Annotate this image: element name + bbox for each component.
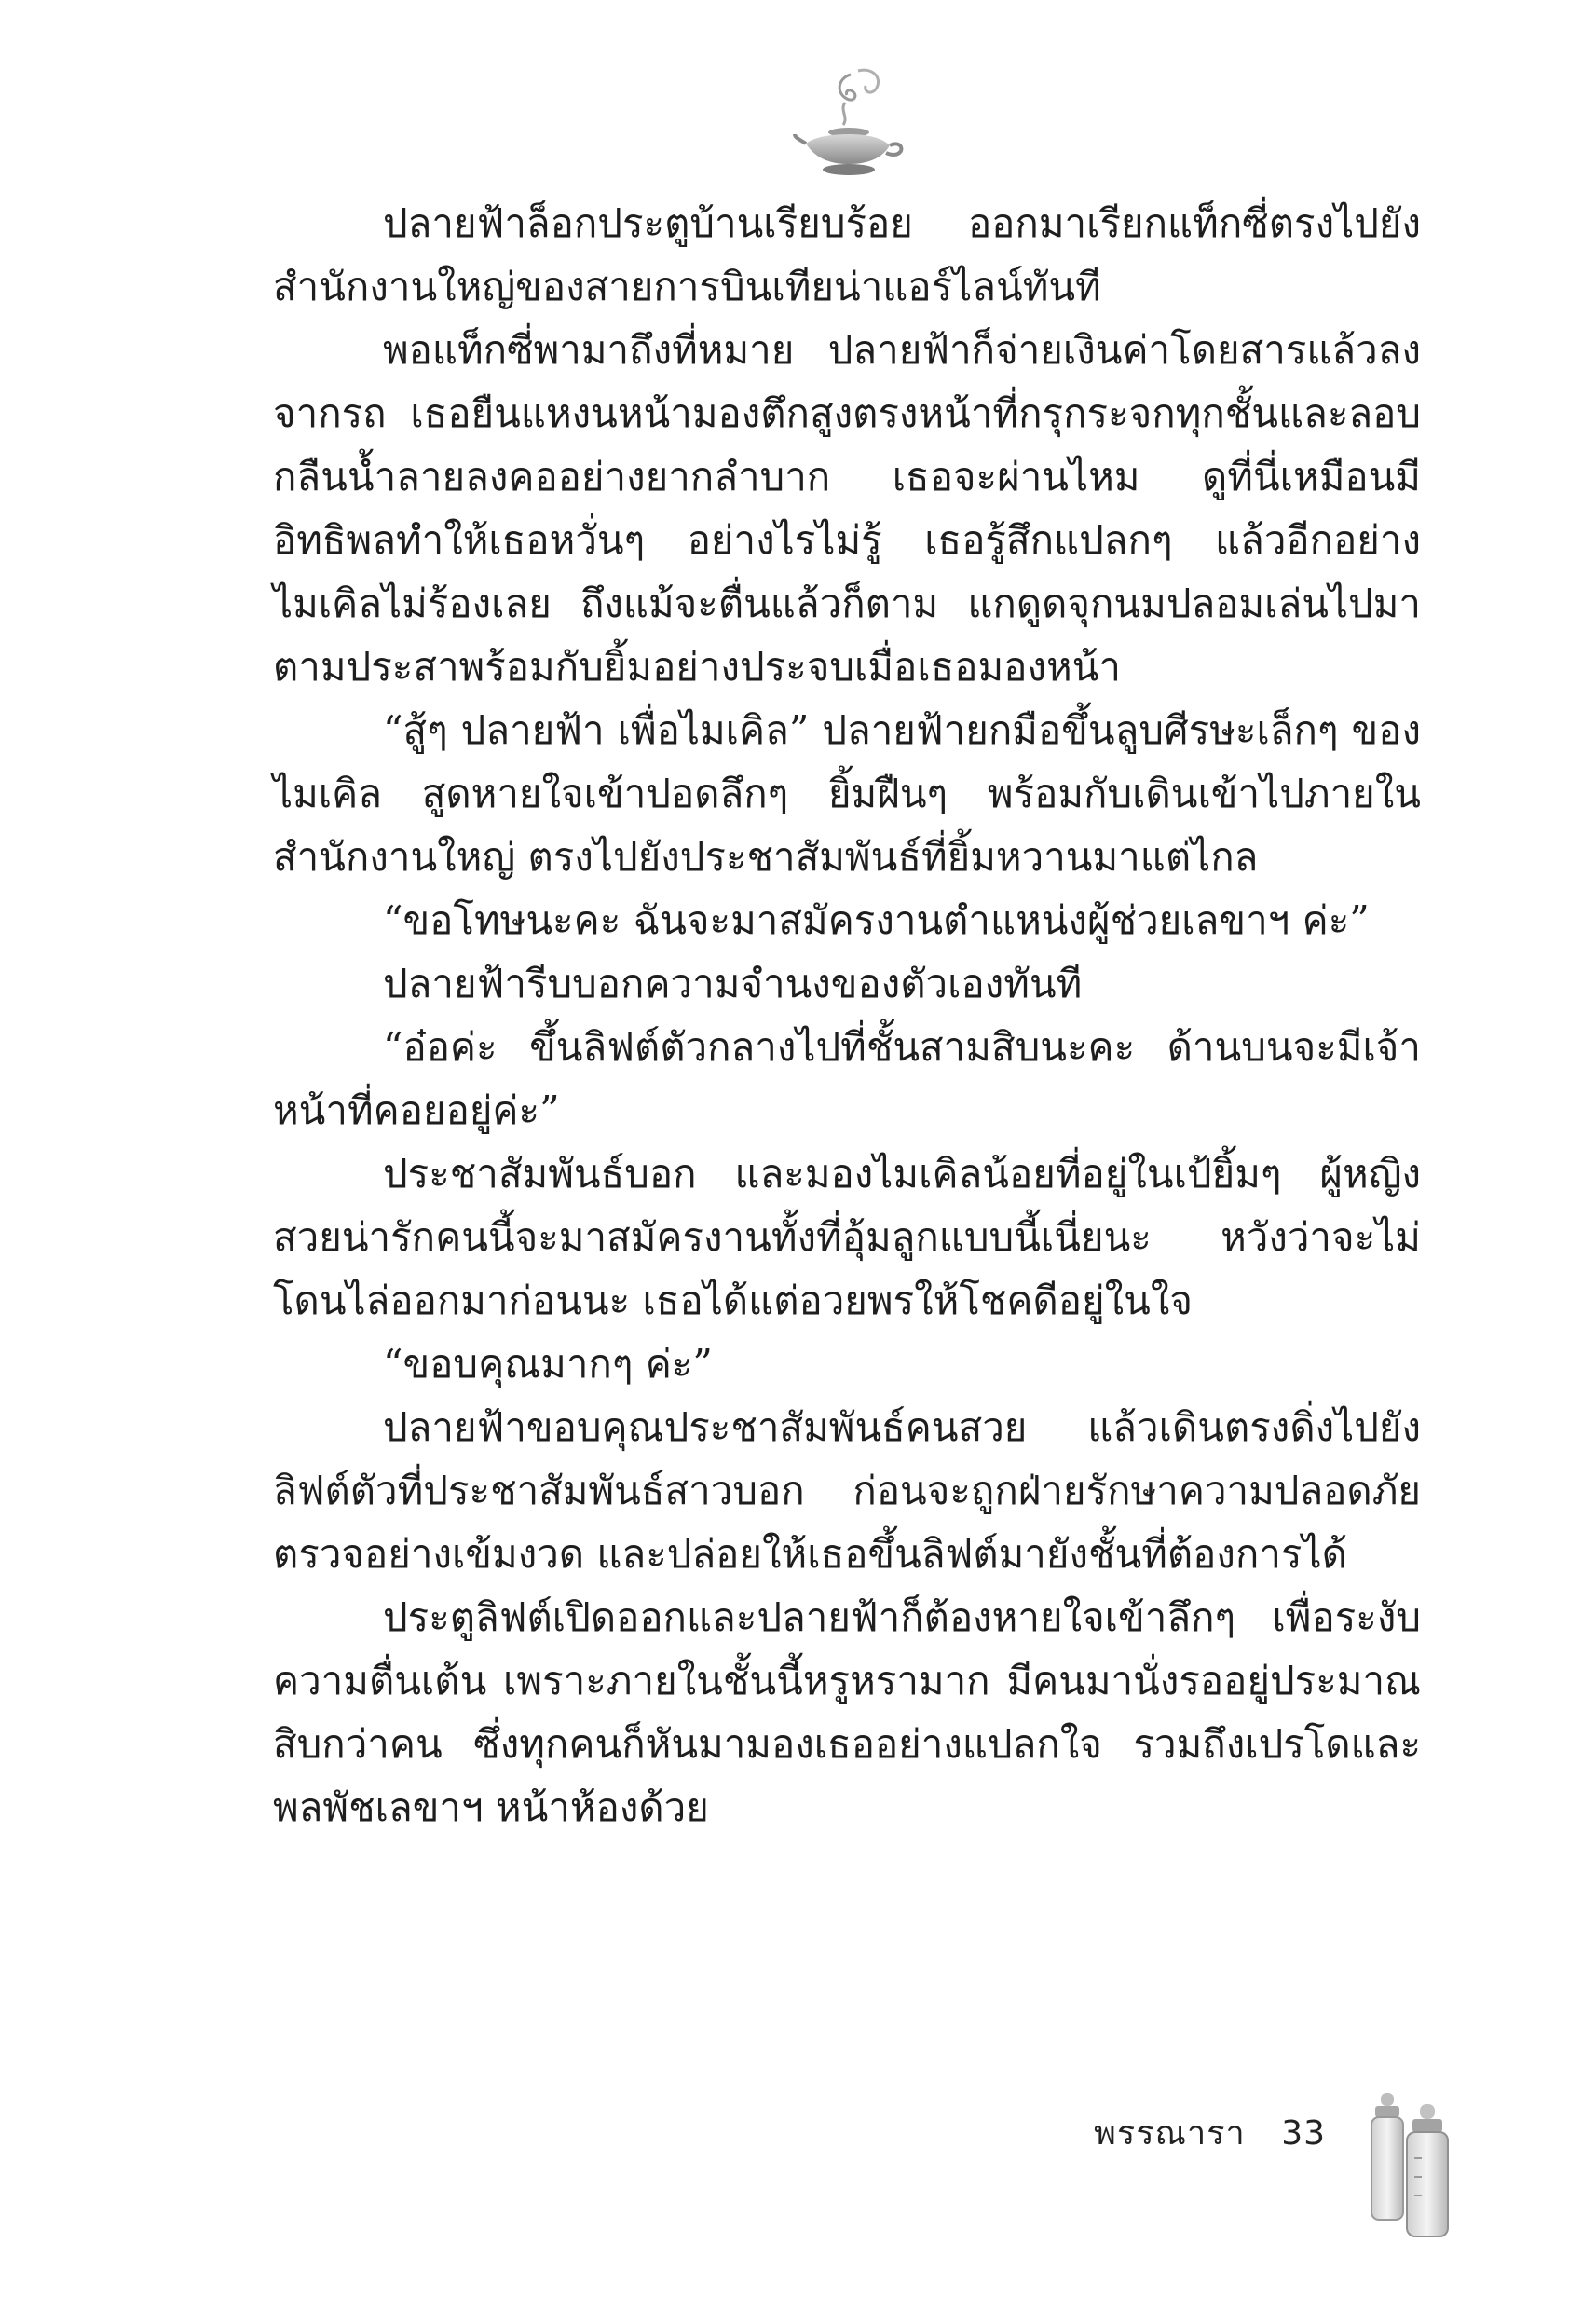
paragraph: ปลายฟ้าขอบคุณประชาสัมพันธ์คนสวย แล้วเดินตรงดิ่งไปยังลิฟต์ตัวที่ประชาสัมพันธ์สาวบอก ก่อนจะถูกฝ่ายรักษาความปลอดภัยตรวจอย่างเข้มงวด และปล่อยให้เธอขึ้นลิฟต์มายังชั้นที่ต้องการได้: [273, 1404, 1421, 1577]
paragraph: ปลายฟ้ารีบบอกความจำนงของตัวเองทันที: [383, 961, 1083, 1006]
chapter-body: [273, 192, 1421, 1839]
paragraph: พอแท็กซี่พามาถึงที่หมาย ปลายฟ้าก็จ่ายเงินค่าโดยสารแล้วลงจากรถ เธอยืนแหงนหน้ามองตึกสูงตรงหน้าที่กรุกระจกทุกชั้นและลอบกลืนน้ำลายลงคออย่างยากลำบาก เธอจะผ่านไหม ดูที่นี่เหมือนมีอิทธิพลทำให้เธอหวั่นๆ อย่างไรไม่รู้ เธอรู้สึกแปลกๆ แล้วอีกอย่างไมเคิลไม่ร้องเลย ถึงแม้จะตื่นแล้วก็ตาม แกดูดจุกนมปลอมเล่นไปมาตามประสาพร้อมกับยิ้มอย่างประจบเมื่อเธอมองหน้า: [273, 327, 1421, 690]
paragraph: “ขอบคุณมากๆ ค่ะ”: [383, 1341, 713, 1387]
paragraph: “ขอโทษนะคะ ฉันจะมาสมัครงานตำแหน่งผู้ช่วยเลขาฯ ค่ะ”: [383, 897, 1370, 943]
genie-lamp-icon: [793, 65, 905, 186]
paragraph: “สู้ๆ ปลายฟ้า เพื่อไมเคิล” ปลายฟ้ายกมือขึ้นลูบศีรษะเล็กๆ ของไมเคิล สูดหายใจเข้าปอดลึกๆ ยิ้มฝืนๆ พร้อมกับเดินเข้าไปภายในสำนักงานใหญ่ ตรงไปยังประชาสัมพันธ์ที่ยิ้มหวานมาแต่ไกล: [273, 707, 1421, 880]
paragraph: “อ๋อค่ะ ขึ้นลิฟต์ตัวกลางไปที่ชั้นสามสิบนะคะ ด้านบนจะมีเจ้าหน้าที่คอยอยู่ค่ะ”: [273, 1024, 1421, 1133]
paragraph: ประชาสัมพันธ์บอก และมองไมเคิลน้อยที่อยู่ในเป้ยิ้มๆ ผู้หญิงสวยน่ารักคนนี้จะมาสมัครงานทั้งที่อุ้มลูกแบบนี้เนี่ยนะ หวังว่าจะไม่โดนไล่ออกมาก่อนนะ เธอได้แต่อวยพรให้โชคดีอยู่ในใจ: [273, 1151, 1421, 1323]
page-number: 33: [1281, 2114, 1326, 2153]
page-footer: [1094, 2106, 1326, 2159]
baby-bottles-icon: [1364, 2084, 1466, 2242]
book-title: พรรณารา: [1094, 2114, 1246, 2153]
paragraph: ปลายฟ้าล็อกประตูบ้านเรียบร้อย ออกมาเรียกแท็กซี่ตรงไปยังสำนักงานใหญ่ของสายการบินเทียน่าแอร์ไลน์ทันที: [273, 200, 1421, 309]
paragraph: ประตูลิฟต์เปิดออกและปลายฟ้าก็ต้องหายใจเข้าลึกๆ เพื่อระงับความตื่นเต้น เพราะภายในชั้นนี้หรูหรามาก มีคนมานั่งรออยู่ประมาณสิบกว่าคน ซึ่งทุกคนก็หันมามองเธออย่างแปลกใจ รวมถึงเปรโดและพลพัชเลขาฯ หน้าห้องด้วย: [273, 1594, 1421, 1830]
